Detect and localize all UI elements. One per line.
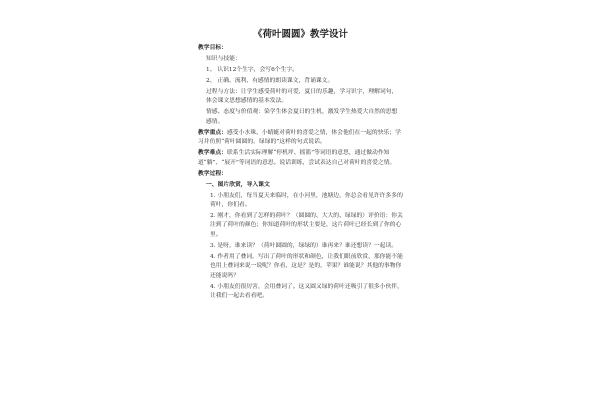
- paragraph-lead-label: 教学难点：: [198, 150, 227, 157]
- teaching-key-points: [198, 129, 403, 148]
- subheading-knowledge-skills: 知识与技能：: [206, 56, 241, 62]
- document-title: 《荷叶圆圆》教学设计: [252, 29, 348, 40]
- lesson-plan-document: [198, 28, 403, 303]
- goal-process-methods: 过程与方法：让学生感受荷叶的可爱，夏日的乐趣，学习识字，理解词句，体会课文思想感情的基本发法。: [206, 89, 398, 105]
- step-paragraph-1: 1. 小朋友们，每当夏天来临时，在小河里，池塘边，你总会看见许许多多的荷叶，你们看。: [210, 192, 403, 209]
- goal-item-2: 2、 正确、流利、有感情的朗读课文，背诵课文。: [206, 78, 334, 84]
- step-paragraph-3: 3. 是呀，谁来读？（荷叶圆圆的，绿绿的）谁再来？谁还想读？一起读。: [210, 242, 398, 249]
- paragraph-lead-label: 教学重点：: [198, 129, 227, 136]
- goal-emotion-attitude: 情感、态度与价值观：染学生体会夏日的生机，激发学生热爱大自然的思想感情。: [206, 109, 398, 125]
- step-heading-picture-intro: 一、图片欣赏，导入课文: [206, 181, 270, 188]
- goal-item-1: 1、 认识12个生字，会写6个生字。: [206, 67, 298, 73]
- teaching-difficulties: [198, 149, 403, 168]
- step-paragraph-5: 4. 小朋友们很厉害，会用叠词了。这又圆又绿的荷叶还吸引了很多小伙伴，让我们一起去看看吧。: [210, 283, 403, 300]
- step-paragraph-2: 2. 刚才，你看到了怎样的荷叶？（圆圆的、大大的、绿绿的）评价语：你关注到了荷叶的颜色；你知道荷叶的形状主要是，这片荷叶已经长到了你的心里。: [210, 213, 403, 238]
- step-paragraph-4: 4. 作者用了叠词，写出了荷叶的形状和颜色，让我们眼前欣赏，那你能不能也用上叠词来说一说呢？你看，这是？是的，苹果？谁能说？其他的事物你还能说吗？: [210, 253, 403, 279]
- section-heading-teaching-process: 教学过程：: [198, 170, 227, 177]
- section-heading-teaching-goals: 教学目标：: [198, 45, 227, 51]
- difficulties-paragraph: 教学难点：联系生活实际理解“停机坪、摇篮”等词语的意思，通过做动作知道“躺”、“展开”等词语的意思。说话训练，尝试表达自己对荷叶的喜爱之情。: [198, 150, 396, 166]
- key-points-paragraph: 教学重点：感受小水珠、小蜻蜓对荷叶的喜爱之情，体会他们在一起的快乐；学习并仿照“荷叶圆圆的，绿绿的”这样的句式说话。: [198, 129, 401, 146]
